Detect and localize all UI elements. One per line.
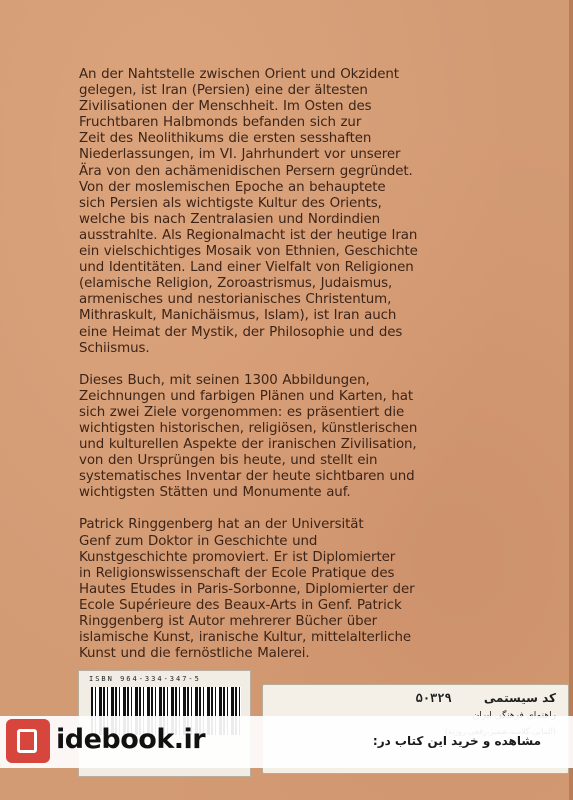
cover-edge (569, 0, 573, 800)
system-code-row (416, 691, 556, 705)
blurb-paragraph-author: Patrick Ringgenberg hat an der Universität Genf zum Doktor in Geschichte und Kunstgeschichte promoviert. Er ist Diplomierter in Religionswissenschaft der Ecole Pratique des Hautes Etudes in Paris-Sorbonne, Diplomierter der Ecole Supérieure des Beaux-Arts in Genf. Patrick Ringgenberg ist Autor mehrerer Bücher über islamische Kunst, iranische Kultur, mittelalterliche Kunst und die fernöstliche Malerei. (79, 517, 415, 662)
site-watermark[interactable] (0, 716, 573, 768)
blurb-paragraph-book: Dieses Buch, mit seinen 1300 Abbildungen, Zeichnungen und farbigen Plänen und Karten, hat sich zwei Ziele vorgenommen: es präsentiert die wichtigsten historischen, religiösen, künstlerischen und kulturellen Aspekte der iranischen Zivilisation, von den Ursprüngen bis heute, und stellt ein systematisches Inventar der heute sichtbaren und wichtigsten Stätten und Monumente auf. (79, 372, 418, 501)
isbn-text: ISBN 964-334-347-5 (89, 675, 201, 683)
back-cover-blurb (79, 67, 549, 662)
watermark-logo-text: idebook.ir (56, 724, 206, 755)
watermark-tagline: مشاهده و خرید این کتاب در: (372, 734, 541, 748)
system-code-title: کد سیستمی (483, 691, 556, 705)
system-code-value: ۵۰۳۲۹ (415, 691, 452, 705)
blurb-paragraph-history: An der Nahtstelle zwischen Orient und Okzident gelegen, ist Iran (Persien) eine der ältesten Zivilisationen der Menschheit. Im Osten des Fruchtbaren Halbmonds befanden sich zur Zeit des Neolithikums die ersten sesshaften Niederlassungen, im VI. Jahrhundert vor unserer Ära von den achämenidischen Persern gegründet. Von der moslemischen Epoche an behauptete sich Persien als wichtigste Kultur des Orients, welche bis nach Zentralasien und Nordindien ausstrahlte. Als Regionalmacht ist der heutige Iran ein vielschichtiges Mosaik von Ethnien, Geschichte und Identitäten. Land einer Vielfalt von Religionen (elamische Religion, Zoroastrismus, Judaismus, armenisches und nestorianisches Christentum, Mithraskult, Manichäismus, Islam), ist Iran auch eine Heimat der Mystik, der Philosophie und des Schiismus. (79, 67, 418, 356)
book-logo-icon (6, 719, 50, 763)
